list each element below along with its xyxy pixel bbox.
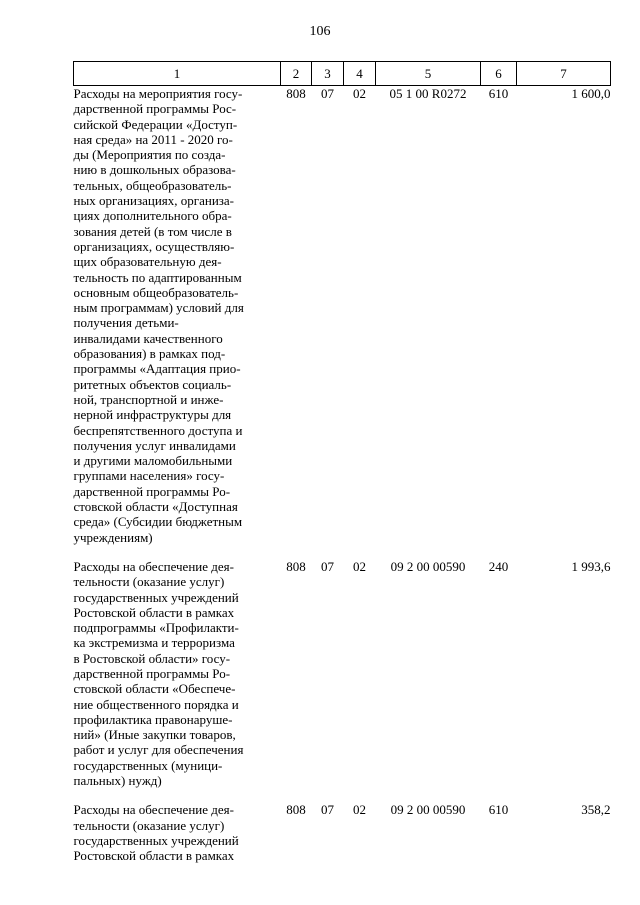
description-line: ние общественного порядка и — [73, 696, 239, 712]
table-row — [74, 802, 611, 863]
description-line: Расходы на мероприятия госу- — [73, 86, 243, 101]
description-line: ных организациях, организа- — [73, 193, 235, 209]
row-description — [74, 802, 281, 863]
description-line: государственных учреждений — [73, 832, 239, 848]
description-line: программы «Адаптация прио- — [73, 361, 241, 377]
description-line: учреждениям) — [73, 529, 153, 545]
description-line: работ и услуг для обеспечения — [73, 742, 244, 758]
row-section-code: 07 — [321, 558, 334, 574]
description-line: ний» (Иные закупки товаров, — [73, 727, 236, 743]
description-line: ритетных объектов социаль- — [73, 376, 232, 392]
row-subsection-code: 02 — [353, 558, 366, 574]
description-line: профилактика правонаруше- — [73, 711, 233, 727]
table-row — [74, 86, 611, 559]
description-line: образования) в рамках под- — [73, 346, 226, 362]
budget-table — [73, 61, 611, 864]
description-line: получения услуг инвалидами — [73, 437, 236, 453]
description-line: нерной инфраструктуры для — [73, 407, 232, 423]
description-line: дарственной программы Рос- — [73, 101, 237, 117]
row-subsection-code: 02 — [353, 802, 366, 818]
description-line: беспрепятственного доступа и — [73, 422, 243, 438]
row-ministry-code: 808 — [286, 558, 306, 574]
description-line: государственных учреждений — [73, 589, 239, 605]
description-line: ды (Мероприятия по созда- — [73, 147, 226, 163]
description-line: нию в дошкольных образова- — [73, 162, 236, 178]
row-target-article: 09 2 00 00590 — [390, 558, 466, 574]
row-target-article: 05 1 00 R0272 — [389, 86, 467, 101]
row-expense-type: 240 — [488, 558, 509, 574]
description-line: дарственной программы Ро- — [73, 483, 231, 499]
column-header-6: 6 — [481, 62, 517, 86]
description-line: дарственной программы Ро- — [73, 665, 231, 681]
description-line: в Ростовской области» госу- — [73, 650, 231, 666]
description-line: Ростовской области в рамках — [73, 604, 235, 620]
description-line: тельность по адаптированным — [73, 269, 242, 285]
description-line: сийской Федерации «Доступ- — [73, 116, 238, 132]
description-line: ным программам) условий для — [73, 300, 244, 316]
column-header-7: 7 — [517, 62, 611, 86]
description-line: зования детей (в том числе в — [73, 223, 232, 239]
description-line: тельных, общеобразователь- — [73, 177, 232, 193]
row-amount: 1 600,0 — [571, 86, 611, 101]
description-line: государственных (муници- — [73, 757, 223, 773]
description-line: Ростовской области в рамках — [73, 848, 235, 864]
row-expense-type: 610 — [488, 86, 509, 101]
description-line: подпрограммы «Профилакти- — [73, 620, 239, 636]
column-header-3: 3 — [312, 62, 344, 86]
column-header-1: 1 — [74, 62, 281, 86]
description-line: основным общеобразователь- — [73, 284, 239, 300]
table-row — [74, 559, 611, 802]
row-ministry-code: 808 — [286, 86, 306, 101]
row-expense-type: 610 — [488, 802, 509, 818]
description-line: ка экстремизма и терроризма — [73, 635, 235, 651]
description-line: стовской области «Доступная — [73, 499, 238, 515]
description-line: тельности (оказание услуг) — [73, 574, 225, 590]
description-line: получения детьми- — [73, 315, 179, 331]
description-line: и другими маломобильными — [73, 453, 233, 469]
row-description — [74, 559, 281, 802]
description-line: группами населения» госу- — [73, 468, 225, 484]
column-header-5: 5 — [376, 62, 481, 86]
page-number: 106 — [309, 24, 331, 39]
description-line: среда» (Субсидии бюджетным — [73, 514, 243, 530]
description-line: инвалидами качественного — [73, 330, 223, 346]
description-line: щих образовательную дея- — [73, 254, 222, 270]
description-line: тельности (оказание услуг) — [73, 817, 225, 833]
description-line: Расходы на обеспечение дея- — [73, 558, 234, 574]
row-section-code: 07 — [321, 802, 334, 818]
description-line: Расходы на обеспечение дея- — [73, 802, 234, 818]
description-line: пальных) нужд) — [73, 773, 162, 789]
description-line: стовской области «Обеспече- — [73, 681, 236, 697]
row-section-code: 07 — [321, 86, 334, 101]
row-subsection-code: 02 — [353, 86, 366, 101]
row-description — [74, 86, 281, 559]
row-amount: 1 993,6 — [571, 558, 611, 574]
description-line: ная среда» на 2011 - 2020 го- — [73, 131, 233, 147]
column-header-2: 2 — [281, 62, 312, 86]
table-header-row — [74, 62, 611, 86]
row-target-article: 09 2 00 00590 — [390, 802, 466, 818]
description-line: организациях, осуществляю- — [73, 238, 235, 254]
description-line: ной, транспортной и инже- — [73, 391, 224, 407]
column-header-4: 4 — [344, 62, 376, 86]
row-amount: 358,2 — [581, 802, 611, 818]
row-ministry-code: 808 — [286, 802, 306, 818]
description-line: циях дополнительного обра- — [73, 208, 232, 224]
